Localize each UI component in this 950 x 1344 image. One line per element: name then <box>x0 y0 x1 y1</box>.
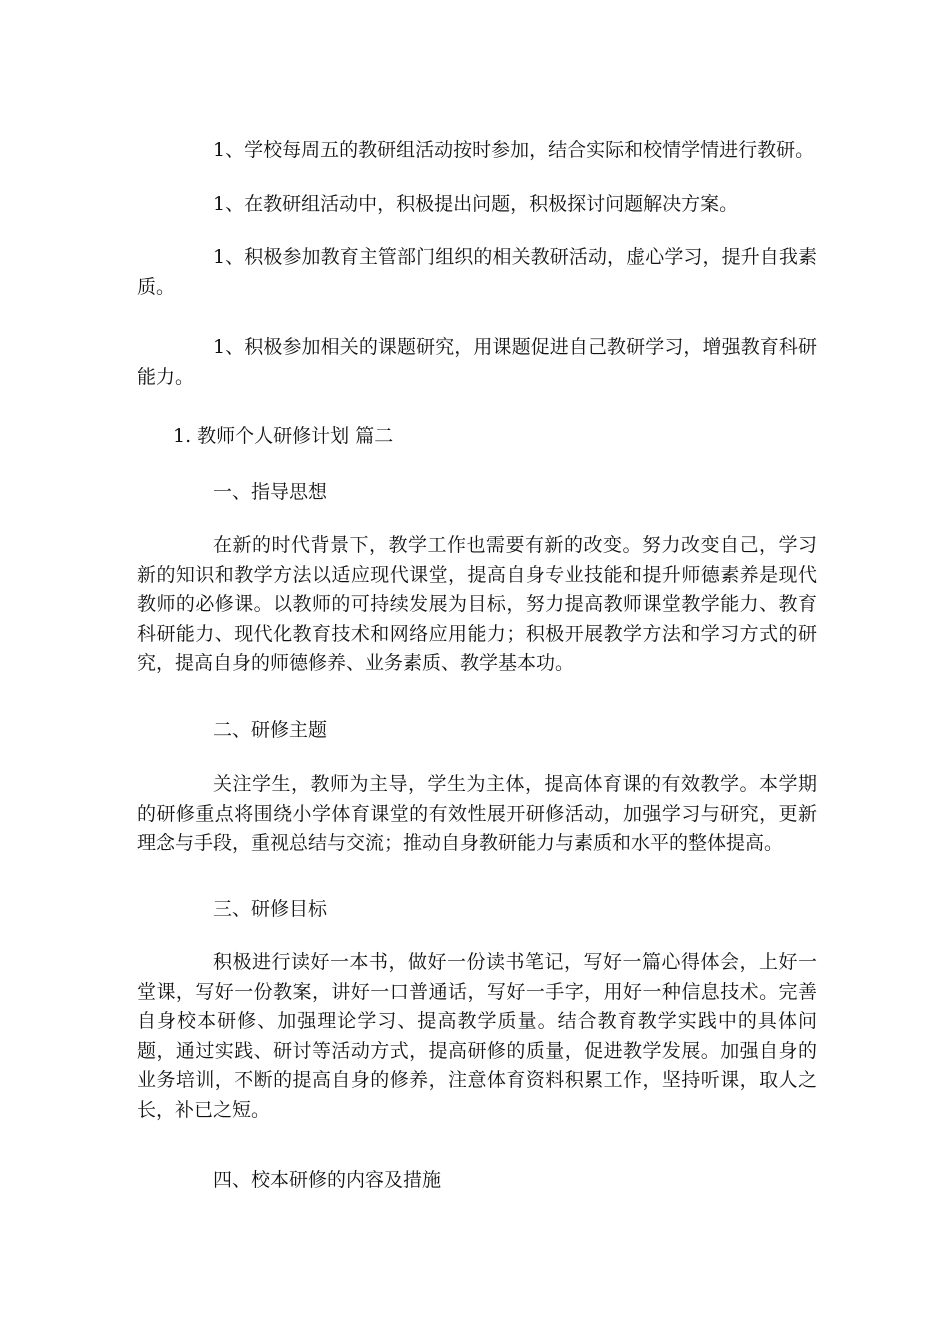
section-title-part-two: 1. 教师个人研修计划 篇二 <box>173 425 394 447</box>
heading-research-theme: 二、研修主题 <box>213 719 328 741</box>
heading-school-research-content: 四、校本研修的内容及措施 <box>213 1169 442 1191</box>
paragraph-department-activity: 1、积极参加教育主管部门组织的相关教研活动，虚心学习，提升自我素质。 <box>137 246 817 298</box>
heading-guiding-thought: 一、指导思想 <box>213 481 328 503</box>
paragraph-research-theme: 关注学生，教师为主导，学生为主体，提高体育课的有效教学。本学期的研修重点将围绕小学体育课堂的有效性展开研修活动，加强学习与研究，更新理念与手段，重视总结与交流；推动自身教研能力与素质和水平的整体提高。 <box>137 773 817 854</box>
paragraph-research-topic: 1、积极参加相关的课题研究，用课题促进自己教研学习，增强教育科研能力。 <box>137 336 817 388</box>
paragraph-guiding-thought: 在新的时代背景下，教学工作也需要有新的改变。努力改变自己，学习新的知识和教学方法以适应现代课堂，提高自身专业技能和提升师德素养是现代教师的必修课。以教师的可持续发展为目标，努力提高教师课堂教学能力、教育科研能力、现代化教育技术和网络应用能力；积极开展教学方法和学习方式的研究，提高自身的师德修养、业务素质、教学基本功。 <box>137 534 817 674</box>
heading-research-goals: 三、研修目标 <box>213 898 328 920</box>
paragraph-weekly-activity: 1、学校每周五的教研组活动按时参加，结合实际和校情学情进行教研。 <box>213 139 815 161</box>
paragraph-group-activity: 1、在教研组活动中，积极提出问题，积极探讨问题解决方案。 <box>213 193 739 215</box>
paragraph-research-goals: 积极进行读好一本书，做好一份读书笔记，写好一篇心得体会，上好一堂课，写好一份教案，讲好一口普通话，写好一手字，用好一种信息技术。完善自身校本研修、加强理论学习、提高教学质量。结合教育教学实践中的具体问题，通过实践、研讨等活动方式，提高研修的质量，促进教学发展。加强自身的业务培训，不断的提高自身的修养，注意体育资料积累工作，坚持听课，取人之长，补已之短。 <box>137 951 817 1121</box>
